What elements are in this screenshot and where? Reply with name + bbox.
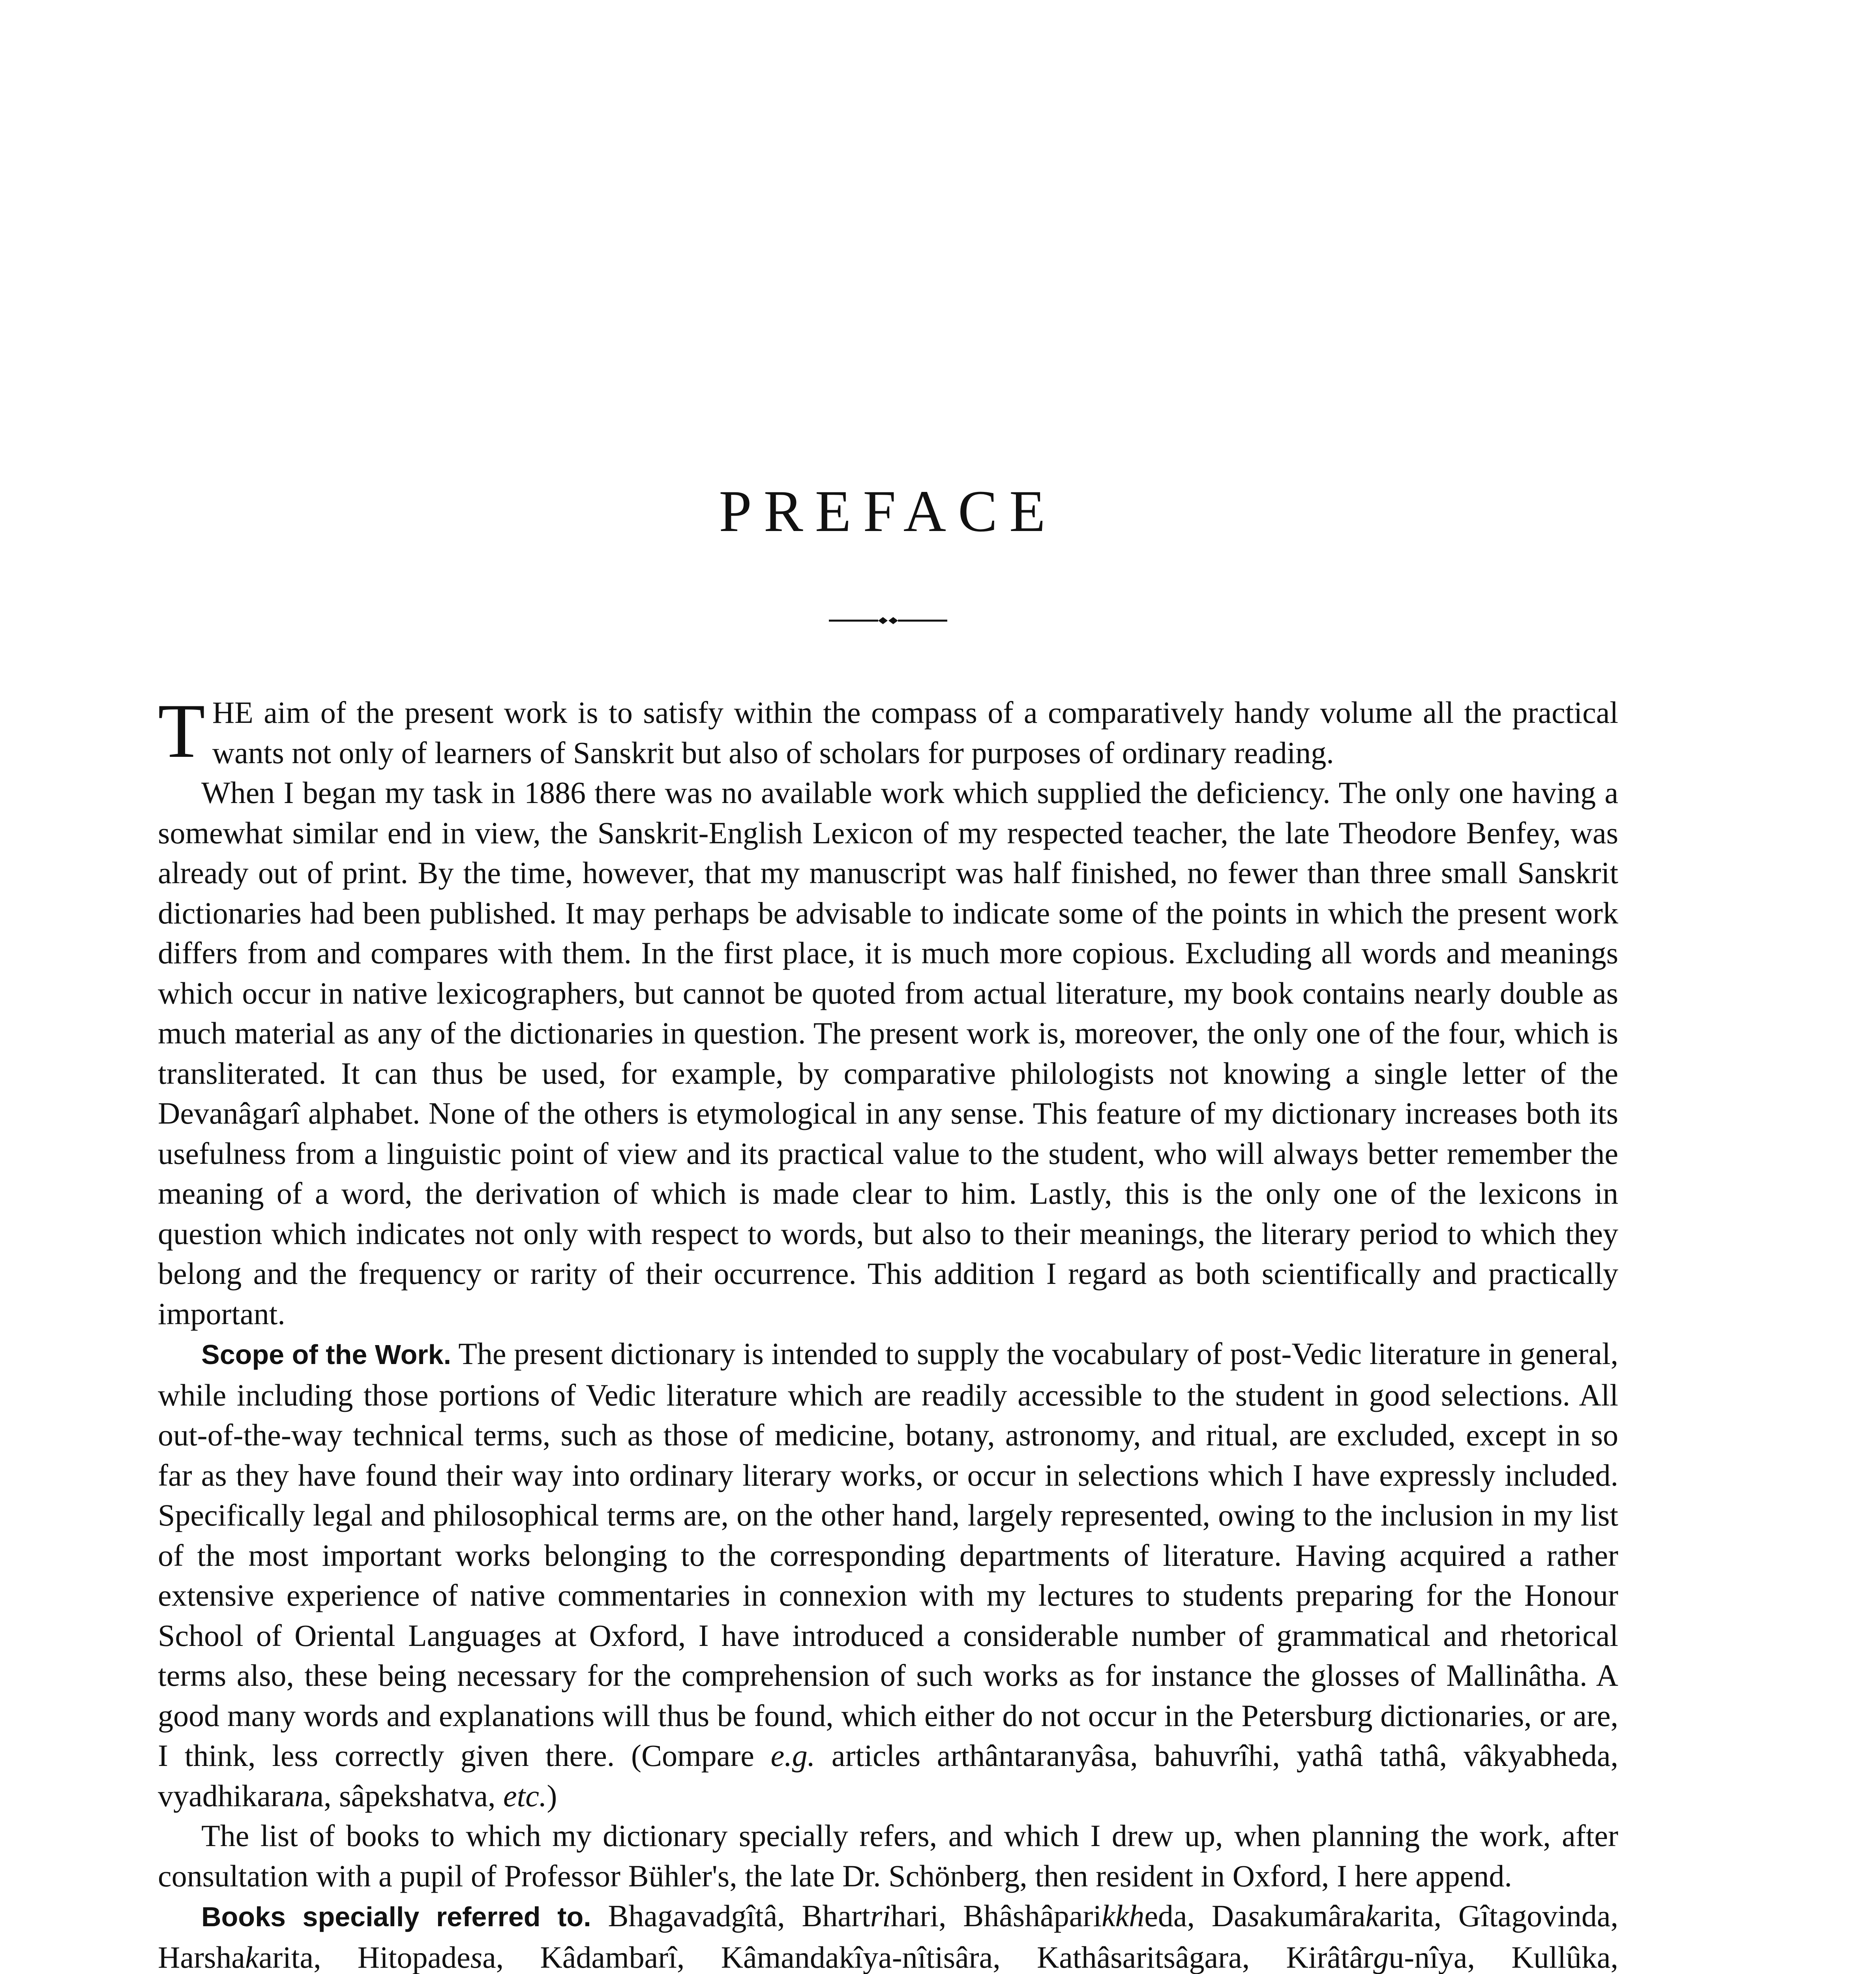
- paragraph-text: aim of the present work is to satisfy within the compass of a comparatively handy volume all the practical wants not only of learners of Sanskrit but also of scholars for purposes of ordinary reading.: [212, 695, 1618, 770]
- paragraph-text: ): [547, 1778, 557, 1813]
- section-heading-scope: Scope of the Work.: [201, 1339, 452, 1370]
- section-heading-books: Books specially referred to.: [201, 1901, 591, 1932]
- paragraph-text: articles arthântaranyâsa, bahuvrîhi, yathâ tathâ, vâkyabheda, vyadhikara: [158, 1738, 1619, 1813]
- abbrev-etc: etc.: [503, 1778, 547, 1813]
- paragraph-aim: [158, 688, 1618, 774]
- book-list-text: Bhagavadgîtâ, Bhart: [591, 1899, 870, 1933]
- book-list-text: arita, Hitopade: [259, 1940, 470, 1974]
- page: [158, 478, 1619, 1974]
- italic-letter: s: [470, 1940, 483, 1974]
- italic-letter: s: [1247, 1899, 1260, 1933]
- first-word-rest: HE: [212, 695, 253, 730]
- italic-letter: k: [245, 1940, 259, 1974]
- abbrev-eg: e.g.: [770, 1738, 815, 1773]
- italic-letter: g: [1373, 1940, 1389, 1974]
- paragraph-text: The present dictionary is intended to supply the vocabulary of post-Vedic literature in general, while including those portions of Vedic literature which are readily accessible to the student in good selections. All out-of-the-way technical terms, such as those of medicine, botany, astronomy, and ritual, are excluded, except in so far as they have found their way into ordinary literary works, or occur in selections which I have expressly included. Specifically legal and philosophical terms are, on the other hand, largely represented, owing to the inclusion in my list of the most important works belonging to the corresponding departments of literature. Having acquired a rather extensive experience of native commentaries in connexion with my lectures to students preparing for the Honour School of Oriental Languages at Oxford, I have introduced a considerable number of grammatical and rhetorical terms also, these being necessary for the comprehension of such works as for instance the glosses of Mallinâtha. A good many words and explanations will thus be found, which either do not occur in the Petersburg dictionaries, or are, I think, less correctly given there. (Compare: [158, 1336, 1618, 1773]
- italic-letter: n: [294, 1778, 310, 1813]
- book-list-text: eda, Da: [1144, 1899, 1248, 1933]
- paragraph-scope: [158, 1334, 1618, 1816]
- book-list-text: u-nîya, Kullûka,: [1389, 1940, 1618, 1974]
- paragraph-history: [158, 773, 1618, 1334]
- drop-cap: T: [158, 688, 205, 774]
- paragraph-text: The list of books to which my dictionary specially refers, and which I drew up, when planning the work, after consultation with a pupil of Professor Bühler's, the late Dr. Schönberg, then resident in Oxford, I here append.: [158, 1818, 1618, 1893]
- book-list-text: arita, Gîtagovinda, Harsha: [158, 1899, 1619, 1974]
- book-list-text: akumâra: [1259, 1899, 1366, 1933]
- italic-letter: ri: [870, 1899, 891, 1933]
- page-title: PREFACE: [719, 478, 1057, 544]
- paragraph-books: [158, 1896, 1618, 1974]
- book-list-text: hari, Bhâshâpari: [890, 1899, 1102, 1933]
- paragraph-text: a, sâpekshatva,: [310, 1778, 503, 1813]
- paragraph-book-list-intro: [158, 1816, 1618, 1896]
- paragraph-text: When I began my task in 1886 there was no available work which supplied the deficiency. The only one having a somewhat similar end in view, the Sanskrit-English Lexicon of my respected teacher, the late Theodore Benfey, was already out of print. By the time, however, that my manuscript was half finished, no fewer than three small Sanskrit dictionaries had been published. It may perhaps be advisable to indicate some of the points in which the present work differs from and compares with them. In the first place, it is much more copious. Excluding all words and meanings which occur in native lexicographers, but cannot be quoted from actual literature, my book contains nearly double as much material as any of the dictionaries in question. The present work is, moreover, the only one of the four, which is transliterated. It can thus be used, for example, by comparative philologists not knowing a single letter of the Devanâgarî alphabet. None of the others is etymological in any sense. This feature of my dictionary increases both its usefulness from a linguistic point of view and its practical value to the student, who will always better remember the meaning of a word, the derivation of which is made clear to him. Lastly, this is the only one of the lexicons in question which indicates not only with respect to words, but also to their meanings, the literary period to which they belong and the frequency or rarity of their occurrence. This addition I regard as both scientifically and practically important.: [158, 775, 1618, 1331]
- preface-body: [158, 688, 1619, 1974]
- book-list-text: a, Kâdambarî, Kâmandakîya-nîtisâra, Kathâsaritsâgara, Kirâtâr: [482, 1940, 1374, 1974]
- italic-letter: k: [1365, 1899, 1379, 1933]
- title-ornament: [829, 616, 947, 625]
- italic-letter: kkh: [1102, 1899, 1145, 1933]
